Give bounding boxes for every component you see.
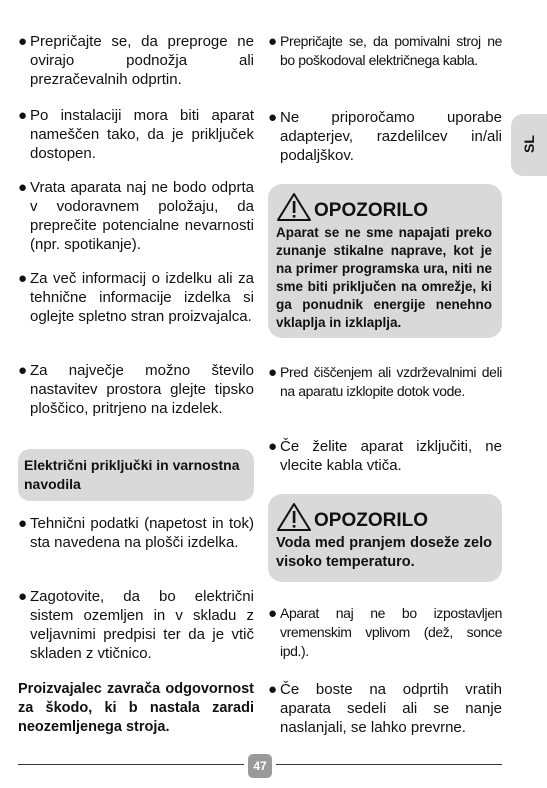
right-bullet-item: [268, 604, 502, 661]
warning-header: [276, 192, 492, 222]
left-bullet-item: [18, 32, 254, 89]
bullet-icon: ●: [268, 33, 278, 50]
bullet-text: Za več informacij o izdelku ali za tehnične informacije izdelka si oglejte spletno stran proizvajalca.: [30, 270, 254, 325]
bullet-text: Aparat naj ne bo izpostavljen vremenskim vplivom (dež, sonce ipd.).: [280, 605, 502, 659]
bullet-icon: ●: [18, 588, 28, 605]
bullet-text: Zagotovite, da bo električni sistem ozemljen in v skladu z veljavnimi predpisi ter da je vtič skladen z vtičnico.: [30, 588, 254, 662]
left-bullet-item: [18, 178, 254, 254]
right-bullet-item: [268, 32, 502, 70]
bullet-text: Pred čiščenjem ali vzdrževalnimi deli na aparatu izklopite dotok vode.: [280, 364, 502, 399]
bullet-text: Ne priporočamo uporabe adapterjev, razdelilcev in/ali podaljškov.: [280, 109, 502, 164]
right-bullet-item: [268, 437, 502, 475]
left-bullet-item: [18, 361, 254, 418]
warning-header: [276, 502, 492, 532]
warning-text: Aparat se ne sme napajati preko zunanje stikalne naprave, kot je na primer programska ura, niti ne sme biti priključen na omrežje, ki ga ponudnik energije nenehno vklaplja in izklaplja.: [276, 225, 492, 330]
bullet-icon: ●: [18, 107, 28, 124]
bullet-text: Tehnični podatki (napetost in tok) sta navedena na plošči izdelka.: [30, 515, 254, 551]
bullet-icon: ●: [18, 362, 28, 379]
page-number: 47: [248, 754, 272, 778]
bullet-icon: ●: [268, 364, 278, 381]
bullet-icon: ●: [18, 33, 28, 50]
warning-box: [268, 184, 502, 338]
left-bullet-item: [18, 587, 254, 663]
right-bullet-item: [268, 108, 502, 165]
left-bullet-item: [18, 106, 254, 163]
warning-triangle-icon: [276, 502, 312, 532]
bullet-icon: ●: [18, 270, 28, 287]
bullet-text: Prepričajte se, da pomivalni stroj ne bo poškodoval električnega kabla.: [280, 33, 502, 68]
language-tab: [511, 114, 547, 176]
left-bullet-item: [18, 269, 254, 326]
liability-note: Proizvajalec zavrača odgovornost za škodo, ki b nastala zaradi neozemljenega stroja.: [18, 681, 254, 735]
bullet-icon: ●: [18, 179, 28, 196]
bullet-text: Če boste na odprtih vratih aparata sedeli ali se nanje naslanjali, se lahko prevrne.: [280, 681, 502, 736]
warning-title: OPOZORILO: [314, 510, 428, 531]
bullet-icon: ●: [18, 515, 28, 532]
bullet-text: Vrata aparata naj ne bodo odprta v vodoravnem položaju, da preprečite potencialne nevarnosti (npr. spotikanje).: [30, 179, 254, 253]
bullet-icon: ●: [268, 109, 278, 126]
warning-text: Voda med pranjem doseže zelo visoko temperaturo.: [276, 535, 492, 570]
warning-triangle-icon: [276, 192, 312, 222]
right-bullet-item: [268, 363, 502, 401]
bullet-text: Prepričajte se, da preproge ne ovirajo podnožja ali prezračevalnih odprtin.: [30, 33, 254, 88]
warning-box: [268, 494, 502, 582]
warning-title: OPOZORILO: [314, 200, 428, 221]
bullet-text: Po instalaciji mora biti aparat nameščen tako, da je priključek dostopen.: [30, 107, 254, 162]
language-tab-label: SL: [521, 135, 537, 153]
bullet-text: Za največje možno število nastavitev prostora glejte tipsko ploščico, pritrjeno na izdelek.: [30, 362, 254, 417]
left-bullet-item: [18, 514, 254, 552]
section-heading: Električni priključki in varnostna navodila: [18, 449, 254, 501]
footer-divider: [276, 764, 502, 765]
bullet-icon: ●: [268, 605, 278, 622]
right-bullet-item: [268, 680, 502, 737]
bullet-text: Če želite aparat izključiti, ne vlecite kabla vtiča.: [280, 438, 502, 474]
bullet-icon: ●: [268, 438, 278, 455]
footer-divider: [18, 764, 244, 765]
bullet-icon: ●: [268, 681, 278, 698]
